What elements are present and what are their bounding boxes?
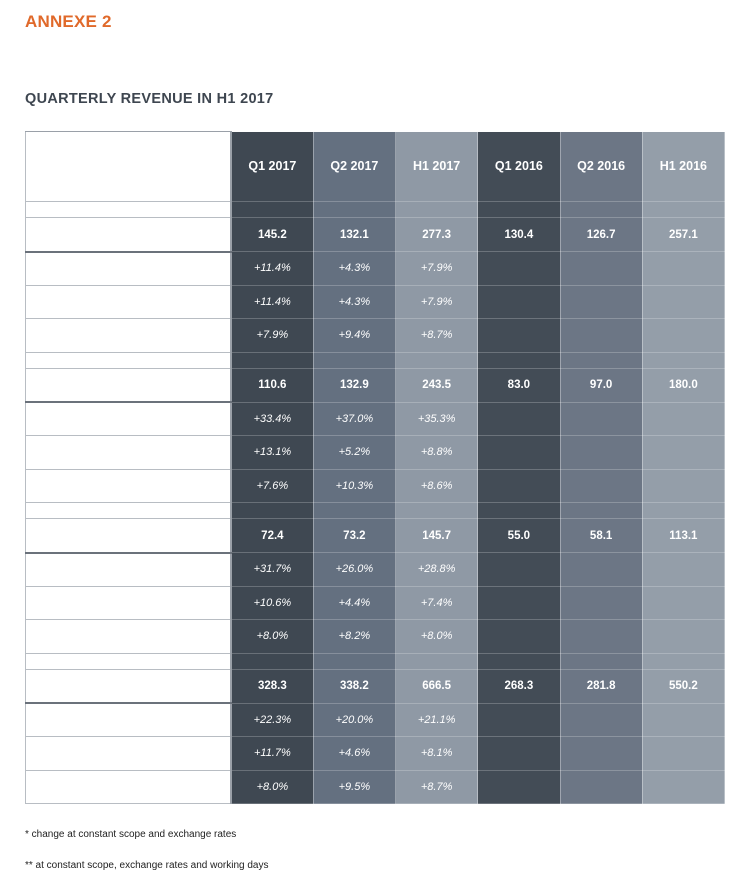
table-cell: 180.0 [642,368,724,402]
table-cell: +7.4% [396,586,478,620]
table-cell: 132.1 [313,218,395,252]
table-cell: 73.2 [313,519,395,553]
table-cell [478,770,560,804]
row-label: Organic change* [26,436,232,470]
table-cell [313,653,395,669]
row-label: Change [26,402,232,436]
table-cell [231,352,313,368]
table-cell: 277.3 [396,218,478,252]
table-cell: +33.4% [231,402,313,436]
table-header-row [26,132,725,202]
row-label [26,352,232,368]
table-cell [560,586,642,620]
table-cell [642,620,724,654]
table-cell [478,319,560,353]
table-row [26,368,725,402]
table-cell [478,620,560,654]
table-cell [231,503,313,519]
row-label: Economic growth** [26,469,232,503]
table-cell: +8.1% [396,737,478,771]
table-cell [478,436,560,470]
table-cell: +5.2% [313,436,395,470]
row-label: Organic change* [26,737,232,771]
table-cell: +4.4% [313,586,395,620]
header-label-cell [26,132,232,202]
section-title: QUARTERLY REVENUE IN H1 2017 [25,91,274,107]
table-cell [560,402,642,436]
table-cell: 110.6 [231,368,313,402]
table-row [26,519,725,553]
column-header: Q1 2016 [478,132,560,202]
table-cell [642,202,724,218]
table-cell: 145.7 [396,519,478,553]
table-row [26,218,725,252]
row-label: Total Group [26,669,232,703]
table-cell [642,553,724,587]
table-cell: 83.0 [478,368,560,402]
table-cell [560,285,642,319]
table-cell: +9.5% [313,770,395,804]
table-cell [478,469,560,503]
table-cell [231,653,313,669]
table-cell [396,503,478,519]
table-cell: +7.9% [396,252,478,286]
table-cell: +8.8% [396,436,478,470]
table-cell: +11.4% [231,285,313,319]
table-cell: 145.2 [231,218,313,252]
table-row [26,770,725,804]
table-cell: +8.0% [231,620,313,654]
table-row [26,620,725,654]
table-row [26,586,725,620]
table-cell: 132.9 [313,368,395,402]
spacer-row [26,202,725,218]
table-cell: +10.3% [313,469,395,503]
table-cell [642,285,724,319]
table-cell [478,653,560,669]
table-cell: 130.4 [478,218,560,252]
table-row [26,469,725,503]
column-header: Q2 2017 [313,132,395,202]
table-cell: +26.0% [313,553,395,587]
table-cell: +8.2% [313,620,395,654]
row-label: Economic growth** [26,319,232,353]
table-cell: +20.0% [313,703,395,737]
table-cell [642,352,724,368]
table-cell: 281.8 [560,669,642,703]
table-cell: +4.3% [313,252,395,286]
table-cell [642,770,724,804]
table-row [26,737,725,771]
table-cell [396,653,478,669]
table-cell: +7.6% [231,469,313,503]
row-label: Economic growth** [26,620,232,654]
table-cell: +21.1% [396,703,478,737]
column-header: Q1 2017 [231,132,313,202]
spacer-row [26,503,725,519]
table-cell [560,770,642,804]
table-cell [478,737,560,771]
row-label: Organic change* [26,586,232,620]
table-cell: +8.6% [396,469,478,503]
table-cell: +8.0% [231,770,313,804]
header-label-unit: (€ million) [104,167,160,182]
table-cell [560,653,642,669]
row-label: International (excl. Germany) [26,519,232,553]
table-cell: +37.0% [313,402,395,436]
table-cell: 97.0 [560,368,642,402]
table-row [26,553,725,587]
table-cell [478,285,560,319]
table-cell [560,352,642,368]
table-cell: +28.8% [396,553,478,587]
table-cell: +4.6% [313,737,395,771]
column-header: H1 2016 [642,132,724,202]
table-cell [560,469,642,503]
column-header: Q2 2016 [560,132,642,202]
table-cell [560,202,642,218]
footnote-1: * change at constant scope and exchange rates [25,829,237,840]
table-cell [560,553,642,587]
spacer-row [26,352,725,368]
table-cell [313,202,395,218]
column-header: H1 2017 [396,132,478,202]
table-cell: 257.1 [642,218,724,252]
table-row [26,436,725,470]
table-cell [642,503,724,519]
table-cell: +8.7% [396,319,478,353]
table-cell [560,436,642,470]
table-cell [231,202,313,218]
table-cell: 268.3 [478,669,560,703]
table-cell [560,252,642,286]
table-cell [642,402,724,436]
table-row [26,285,725,319]
table-cell: +13.1% [231,436,313,470]
table-cell [642,737,724,771]
table-cell: +10.6% [231,586,313,620]
row-label: Economic growth** [26,770,232,804]
table-cell [396,352,478,368]
table-cell [560,703,642,737]
table-cell [642,252,724,286]
table-cell: 72.4 [231,519,313,553]
annexe-title: ANNEXE 2 [25,12,112,31]
row-label: Germany [26,368,232,402]
table-cell: 55.0 [478,519,560,553]
table-cell [478,553,560,587]
table-cell: +7.9% [396,285,478,319]
row-label [26,653,232,669]
row-label: Organic change* [26,285,232,319]
table-cell: +9.4% [313,319,395,353]
row-label [26,503,232,519]
table-cell [642,319,724,353]
row-label: Change [26,553,232,587]
table-cell: +4.3% [313,285,395,319]
table-cell: 328.3 [231,669,313,703]
table-cell [642,653,724,669]
table-cell: 243.5 [396,368,478,402]
row-label: Change [26,252,232,286]
table-cell [478,402,560,436]
table-cell: 550.2 [642,669,724,703]
table-cell: +8.0% [396,620,478,654]
table-cell [478,202,560,218]
table-cell: 666.5 [396,669,478,703]
header-label-revenue: Revenue [106,151,158,166]
table-cell: +11.4% [231,252,313,286]
table-cell [642,703,724,737]
table-cell [560,503,642,519]
table-cell [478,703,560,737]
table-cell [560,319,642,353]
spacer-row [26,653,725,669]
table-row [26,402,725,436]
table-cell: +31.7% [231,553,313,587]
table-cell [642,436,724,470]
table-cell [313,352,395,368]
table-cell: 113.1 [642,519,724,553]
table-cell: 58.1 [560,519,642,553]
table-row [26,703,725,737]
table-cell [478,352,560,368]
footnote-2: ** at constant scope, exchange rates and working days [25,860,269,871]
table-cell [478,586,560,620]
table-cell: +35.3% [396,402,478,436]
table-cell [313,503,395,519]
table-row [26,252,725,286]
table-row [26,319,725,353]
table-row [26,669,725,703]
table-cell: +11.7% [231,737,313,771]
table-cell [642,469,724,503]
table-cell: 126.7 [560,218,642,252]
revenue-table [25,131,725,804]
table-cell [642,586,724,620]
row-label: Change [26,703,232,737]
table-cell [478,252,560,286]
row-label [26,202,232,218]
table-cell: +8.7% [396,770,478,804]
row-label: France [26,218,232,252]
table-cell [560,620,642,654]
table-cell [396,202,478,218]
table-cell: 338.2 [313,669,395,703]
table-cell: +22.3% [231,703,313,737]
table-cell: +7.9% [231,319,313,353]
table-cell [560,737,642,771]
table-cell [478,503,560,519]
